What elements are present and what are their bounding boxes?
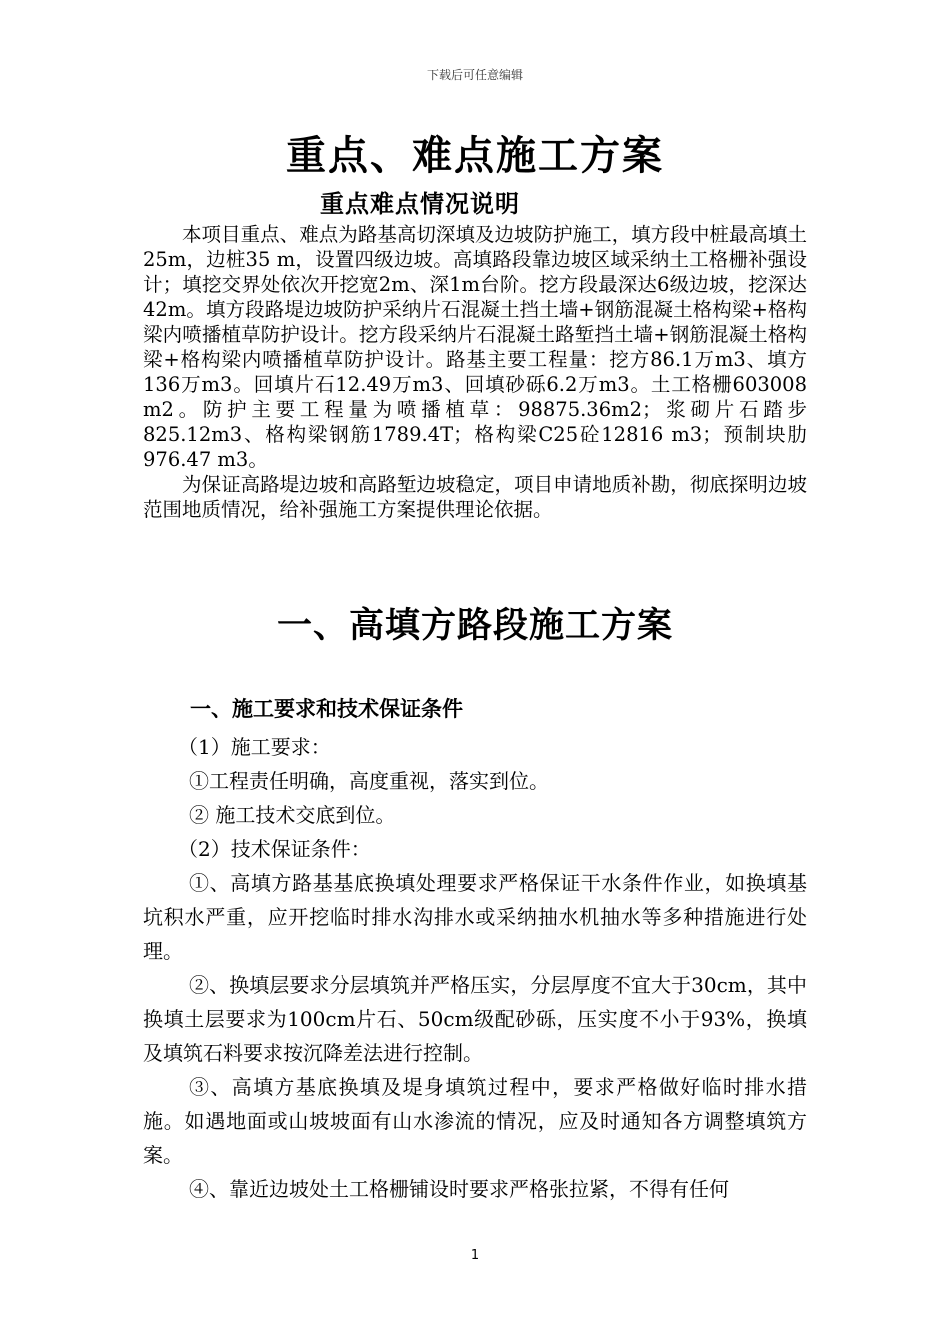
body-line: ③、高填方基底换填及堤身填筑过程中，要求严格做好临时排水措施。如遇地面或山坡坡面有山水渗流的情况，应及时通知各方调整填筑方案。 <box>143 1075 807 1167</box>
intro-paragraph: 为保证高路堤边坡和高路堑边坡稳定，项目申请地质补勘，彻底探明边坡范围地质情况，给补强施工方案提供理论依据。 <box>143 473 807 521</box>
body-line: ①工程责任明确，高度重视，落实到位。 <box>189 769 549 793</box>
section-title: 一、高填方路段施工方案 <box>276 605 673 646</box>
body-line: ④、靠近边坡处土工格栅铺设时要求严格张拉紧，不得有任何 <box>189 1177 729 1201</box>
header-note: 下载后可任意编辑 <box>426 68 523 82</box>
body-line: （1）施工要求： <box>178 735 331 759</box>
body-section <box>143 730 807 1206</box>
body-line: ②、换填层要求分层填筑并严格压实，分层厚度不宜大于30cm，其中换填土层要求为100cm片石、50cm级配砂砾，压实度不小于93%，换填及填筑石料要求按沉降差法进行控制。 <box>143 973 807 1065</box>
intro-section <box>143 222 807 522</box>
body-line: ② 施工技术交底到位。 <box>189 803 396 827</box>
document-subtitle: 重点难点情况说明 <box>320 189 520 218</box>
subsection-title: 一、施工要求和技术保证条件 <box>190 696 463 721</box>
document-title: 重点、难点施工方案 <box>286 132 664 179</box>
body-line: （2）技术保证条件： <box>178 837 371 861</box>
body-line: ①、高填方路基基底换填处理要求严格保证干水条件作业，如换填基坑积水严重，应开挖临时排水沟排水或采纳抽水机抽水等多种措施进行处理。 <box>143 871 807 963</box>
page-number: 1 <box>470 1248 480 1263</box>
intro-paragraph: 本项目重点、难点为路基高切深填及边坡防护施工，填方段中桩最高填土25m，边桩35 m，设置四级边坡。高填路段靠边坡区域采纳土工格栅补强设计；填挖交界处依次开挖宽2m、深1m台阶。挖方段最深达6级边坡，挖深达42m。填方段路堤边坡防护采纳片石混凝土挡土墙+钢筋混凝土格构梁+格构梁内喷播植草防护设计。挖方段采纳片石混凝土路堑挡土墙+钢筋混凝土格构梁+格构梁内喷播植草防护设计。路基主要工程量：挖方86.1万m3、填方136万m3。回填片石12.49万m3、回填砂砾6.2万m3。土工格栅603008 m2。防护主要工程量为喷播植草：98875.36m2；浆砌片石踏步825.12m3、格构梁钢筋1789.4T；格构梁C25砼12816 m3；预制块肋976.47 m3。 <box>143 223 807 471</box>
